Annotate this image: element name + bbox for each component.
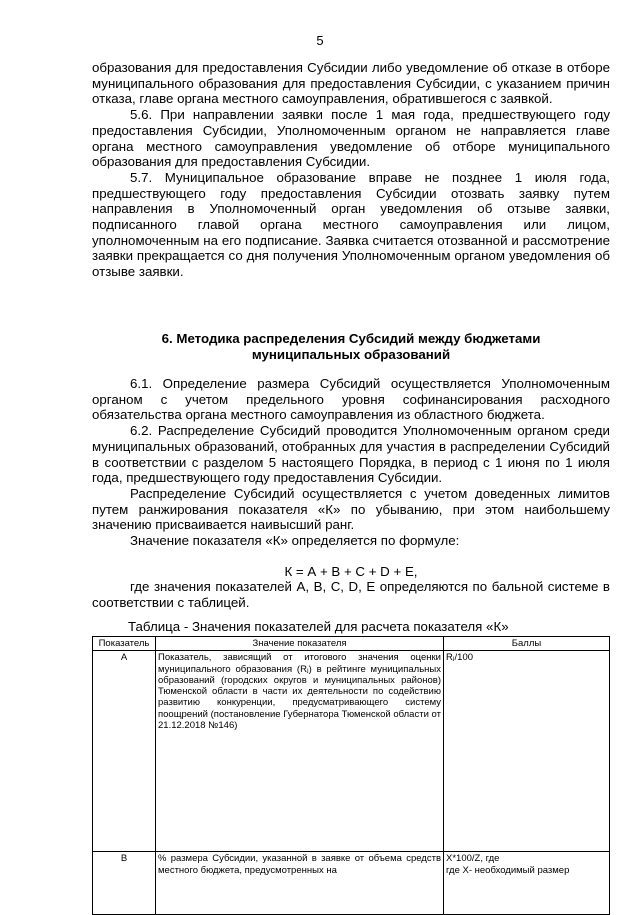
header-meaning: Значение показателя — [156, 637, 444, 651]
formula: К = А + В + С + D + Е, — [284, 563, 418, 579]
paragraph-continuation: образования для предоставления Субсидии либо уведомление об отказе в отборе муниципального образования для предоставления Субсидии, с указанием причин отказа, главе органа местного самоуправления, обратившегося с заявкой. — [92, 60, 610, 107]
paragraph-formula-intro: Значение показателя «К» определяется по формуле: — [130, 533, 460, 549]
table-caption: Таблица - Значения показателей для расчета показателя «К» — [128, 619, 509, 634]
paragraph-5-7: 5.7. Муниципальное образование вправе не позднее 1 июля года, предшествующего году предоставления Субсидии отозвать заявку путем направления в Уполномоченный орган уведомления об отзыве заявки, подписанного главой органа местного самоуправления или лицом, уполномоченным на его подписание. Заявка считается отозванной и рассмотрение заявки прекращается со дня получения Уполномоченным органом уведомления об отзыве заявки. — [92, 169, 610, 280]
section-6-heading-line1: 6. Методика распределения Субсидий между бюджетами — [161, 331, 541, 346]
page-number: 5 — [316, 33, 324, 48]
header-points: Баллы — [444, 637, 610, 651]
table-row — [93, 852, 610, 915]
cell-indicator: А — [93, 651, 156, 852]
intro-text — [92, 60, 610, 280]
indicators-table — [92, 636, 610, 915]
cell-points: Х*100/Z, где где Х- необходимый размер — [444, 852, 610, 915]
table-row — [93, 651, 610, 852]
cell-meaning: Показатель, зависящий от итогового значения оценки муниципального образования (Rⱼ) в рейтинге муниципальных образований (городских округов и муниципальных районов) Тюменской области в части их деятельности по содействию развитию конкуренции, предусматривающего систему поощрений (постановление Губернатора Тюменской области от 21.12.2018 №146) — [156, 651, 444, 852]
section-6-heading — [92, 331, 610, 363]
paragraph-6-2: 6.2. Распределение Субсидий проводится Уполномоченным органом среди муниципальных образований, отобранных для участия в распределении Субсидий в соответствии с разделом 5 настоящего Порядка, в период с 1 июня по 1 июля года, предшествующего году предоставления Субсидии. — [92, 423, 610, 486]
cell-points: Rⱼ/100 — [444, 651, 610, 852]
paragraph-6-1: 6.1. Определение размера Субсидий осуществляется Уполномоченным органом с учетом предельного уровня софинансирования расходного обязательства органа местного самоуправления из областного бюджета. — [92, 376, 610, 423]
cell-meaning: % размера Субсидии, указанной в заявке от объема средств местного бюджета, предусмотренных на — [156, 852, 444, 915]
paragraph-distribution: Распределение Субсидий осуществляется с учетом доведенных лимитов путем ранжирования показателя «К» по убыванию, при этом наибольшему значению присваивается наивысший ранг. — [92, 485, 610, 533]
section-6-text — [92, 376, 610, 611]
header-indicator: Показатель — [93, 637, 156, 651]
table-header-row — [93, 637, 610, 651]
paragraph-formula-explanation: где значения показателей А, В, С, D, Е определяются по бальной системе в соответствии с таблицей. — [92, 579, 610, 611]
paragraph-5-6: 5.6. При направлении заявки после 1 мая года, предшествующего году предоставления Субсидии, Уполномоченным органом не направляется главе органа местного самоуправления уведомление об отборе муниципального образования для предоставления Субсидии. — [92, 107, 610, 170]
section-6-heading-line2: муниципальных образований — [251, 347, 451, 362]
cell-indicator: В — [93, 852, 156, 915]
